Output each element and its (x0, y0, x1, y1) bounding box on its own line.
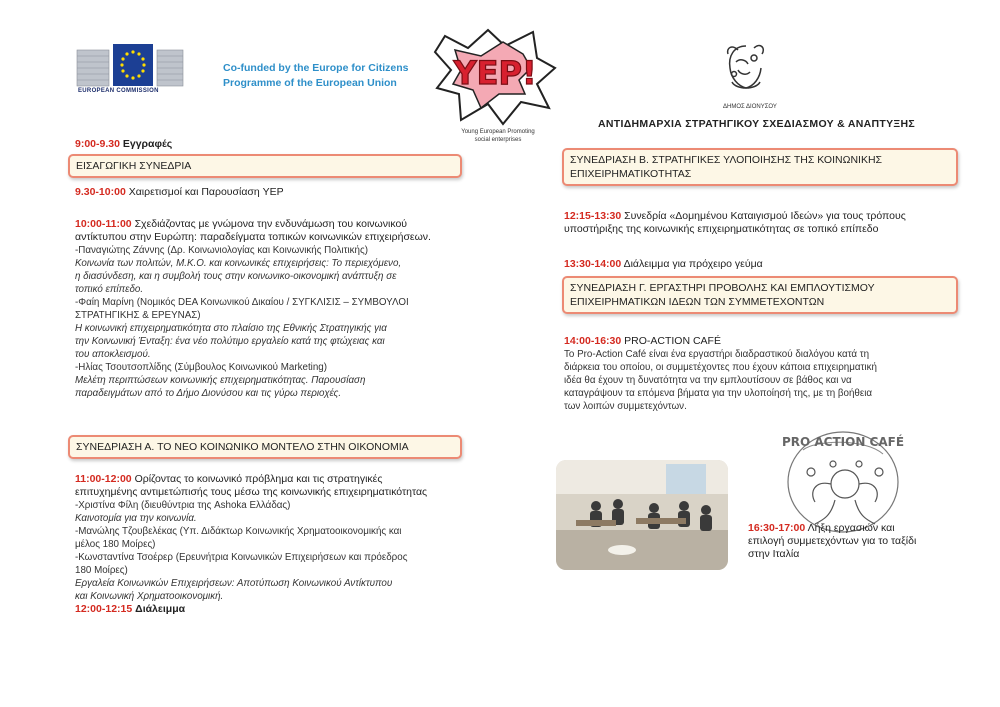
talk-title-2: αντίκτυπου στην Ευρώπη: παραδείγματα τοπικών κοινωνικών επιχειρήσεων. (75, 231, 431, 243)
speaker-1-topic-1: Κοινωνία των πολιτών, Μ.Κ.Ο. και κοινωνικές επιχειρήσεις: Το περιεχόμενο, (75, 258, 402, 269)
cofund-line-2: Programme of the European Union (223, 77, 397, 89)
session-b-title-2: ΕΠΙΧΕΙΡΗΜΑΤΙΚΟΤΗΤΑΣ (570, 168, 692, 180)
session-a-block (75, 473, 440, 616)
dimos-dionysou-logo (716, 38, 778, 100)
session-c-title-2: ΕΠΙΧΕΙΡΗΜΑΤΙΚΩΝ ΙΔΕΩΝ ΤΩΝ ΣΥΜΜΕΤΕΧΟΝΤΩΝ (570, 296, 825, 308)
session-c-box (562, 276, 958, 314)
session-b-talk-1: Συνεδρία «Δομημένου Καταιγισμού Ιδεών» για τους τρόπους (624, 210, 906, 222)
session-a-topic-2: και Κοινωνική Χρηματοοικονομική. (75, 591, 224, 602)
welcome-label: Χαιρετισμοί και Παρουσίαση YEP (128, 186, 284, 198)
intro-session-title: ΕΙΣΑΓΩΓΙΚΗ ΣΥΝΕΔΡΙΑ (76, 160, 192, 172)
yep-subtitle-line-1: Young European Promoting (461, 129, 535, 135)
session-a-speaker-2-2: μέλος 180 Μοίρες) (75, 539, 156, 550)
speaker-2-1: -Φαίη Μαρίνη (Νομικός DEA Κοινωνικού Δικαίου / ΣΥΓΚΛΙΣΙΣ – ΣΥΜΒΟΥΛΟΙ (75, 297, 409, 308)
talk-block (75, 218, 440, 400)
session-b-block (564, 210, 939, 236)
session-a-speaker-1-topic: Καινοτομία για την κοινωνία. (75, 513, 197, 524)
session-a-speaker-1: -Χριστίνα Φίλη (διευθύντρια της Ashoka Ελλάδας) (75, 500, 291, 511)
cofund-line-1: Co-funded by the Europe for Citizens (223, 62, 409, 74)
lunch-row (564, 258, 763, 271)
speaker-1-topic-2: η διασύνδεση, και η συμβολή τους στην κοινωνικο-οικονομική ανάπτυξη σε (75, 271, 397, 282)
session-a-title: ΣΥΝΕΔΡΙΑΣΗ Α. ΤΟ ΝΕΟ ΚΟΙΝΩΝΙΚΟ ΜΟΝΤΕΛΟ ΣΤΗΝ ΟΙΚΟΝΟΜΙΑ (76, 441, 409, 453)
welcome-row (75, 186, 284, 199)
department-title: ΑΝΤΙΔΗΜΑΡΧΙΑ ΣΤΡΑΤΗΓΙΚΟΥ ΣΧΕΔΙΑΣΜΟΥ & ΑΝΑΠΤΥΞΗΣ (598, 118, 915, 130)
session-a-speaker-2-1: -Μανώλης Τζουβελέκας (Υπ. Διδάκτωρ Κοινωνικής Χρηματοοικονομικής και (75, 526, 402, 537)
eu-caption: EUROPEAN COMMISSION (78, 88, 159, 94)
talk-title-1: Σχεδιάζοντας με γνώμονα την ενδυνάμωση του κοινωνικού (134, 218, 408, 230)
time-label: 12:15-13:30 (564, 210, 622, 222)
session-a-box (68, 435, 462, 459)
speaker-2-topic-3: του αποκλεισμού. (75, 349, 151, 360)
yep-subtitle-line-2: social enterprises (474, 137, 522, 143)
dimos-caption: ΔΗΜΟΣ ΔΙΟΝΥΣΟΥ (723, 104, 777, 110)
closing-label-3: στην Ιταλία (748, 548, 800, 560)
pro-action-cafe-logo-text: PRO ACTION CAFÉ (781, 435, 905, 449)
session-a-speaker-3-2: 180 Μοίρες) (75, 565, 128, 576)
workshop-photo (556, 460, 728, 570)
time-label: 9:00-9.30 (75, 138, 120, 150)
yep-subtitle (448, 128, 548, 144)
time-label: 9.30-10:00 (75, 186, 126, 198)
speaker-3-topic-2: παραδειγμάτων από το Δήμο Διονύσου και τις γύρω περιοχές. (75, 388, 342, 399)
registration-row (75, 138, 172, 151)
session-c-title-1: ΣΥΝΕΔΡΙΑΣΗ Γ. ΕΡΓΑΣΤΗΡΙ ΠΡΟΒΟΛΗΣ ΚΑΙ ΕΜΠΛΟΥΤΙΣΜΟΥ (570, 282, 875, 294)
closing-label-1: Λήξη εργασιών και (807, 522, 895, 534)
speaker-2-2: ΣΤΡΑΤΗΓΙΚΗΣ & ΕΡΕΥΝΑΣ) (75, 310, 201, 321)
speaker-2-topic-2: την Κοινωνική Ένταξη: ένα νέο πολύτιμο εργαλείο κατά της φτώχειας και (75, 336, 385, 347)
cafe-desc-4: καταγράψουν τα επόμενα βήματα για την υλοποίησή της, με τη βοήθεια (564, 388, 873, 399)
session-a-talk-1: Ορίζοντας το κοινωνικό πρόβλημα και τις στρατηγικές (134, 473, 383, 485)
time-label: 13:30-14:00 (564, 258, 622, 270)
intro-session-box (68, 154, 462, 178)
cafe-block (564, 335, 942, 413)
time-label: 11:00-12:00 (75, 473, 132, 485)
session-a-speaker-3-1: -Κωνσταντίνα Τσοέρερ (Ερευνήτρια Κοινωνικών Επιχειρήσεων και πρόεδρος (75, 552, 408, 563)
cafe-label: PRO-ACTION CAFÉ (624, 335, 721, 347)
registration-label: Εγγραφές (122, 138, 173, 150)
session-a-talk-2: επιτυχημένης αντιμετώπισής τους μέσω της κοινωνικής επιχειρηματικότητας (75, 486, 428, 498)
cofund-text (223, 61, 409, 91)
speaker-3-topic-1: Μελέτη περιπτώσεων κοινωνικής επιχειρηματικότητας. Παρουσίαση (75, 375, 366, 386)
closing-label-2: επιλογή συμμετεχόντων για το ταξίδι (748, 535, 917, 547)
time-label: 14:00-16:30 (564, 335, 622, 347)
break-label: Διάλειμμα (135, 603, 186, 615)
session-b-box (562, 148, 958, 186)
lunch-label: Διάλειμμα για πρόχειρο γεύμα (623, 258, 763, 270)
yep-logo-text: YEP! (453, 54, 537, 92)
time-label: 12:00-12:15 (75, 603, 133, 615)
time-label: 16:30-17:00 (748, 522, 806, 534)
speaker-1-topic-3: τοπικό επίπεδο. (75, 284, 144, 295)
speaker-2-topic-1: Η κοινωνική επιχειρηματικότητα στο πλαίσιο της Εθνικής Στρατηγικής για (75, 323, 387, 334)
cafe-desc-2: διάρκεια του οποίου, οι συμμετέχοντες που έχουν κάποια επιχειρηματική (564, 362, 877, 373)
cafe-desc-5: των λοιπών συμμετεχόντων. (564, 401, 687, 412)
speaker-3: -Ηλίας Τσουτσοπλίδης (Σύμβουλος Κοινωνικού Marketing) (75, 362, 328, 373)
yep-logo (433, 28, 558, 138)
speaker-1: -Παναγιώτης Ζάννης (Δρ. Κοινωνιολογίας και Κοινωνικής Πολιτικής) (75, 245, 368, 256)
closing-block (748, 522, 943, 561)
session-b-title-1: ΣΥΝΕΔΡΙΑΣΗ Β. ΣΤΡΑΤΗΓΙΚΕΣ ΥΛΟΠΟΙΗΣΗΣ ΤΗΣ ΚΟΙΝΩΝΙΚΗΣ (570, 154, 883, 166)
cafe-desc-3: ιδέα θα έχουν τη δυνατότητα να την εμπλουτίσουν σε βάθος και να (564, 375, 852, 386)
session-b-talk-2: υποστήριξης της κοινωνικής επιχειρηματικότητας σε τοπικό επίπεδο (564, 223, 879, 235)
cafe-desc-1: Το Pro-Action Café είναι ένα εργαστήρι διαδραστικού διαλόγου κατά τη (564, 349, 870, 360)
session-a-topic-1: Εργαλεία Κοινωνικών Επιχειρήσεων: Αποτύπωση Κοινωνικού Αντίκτυπου (75, 578, 393, 589)
time-label: 10:00-11:00 (75, 218, 132, 230)
